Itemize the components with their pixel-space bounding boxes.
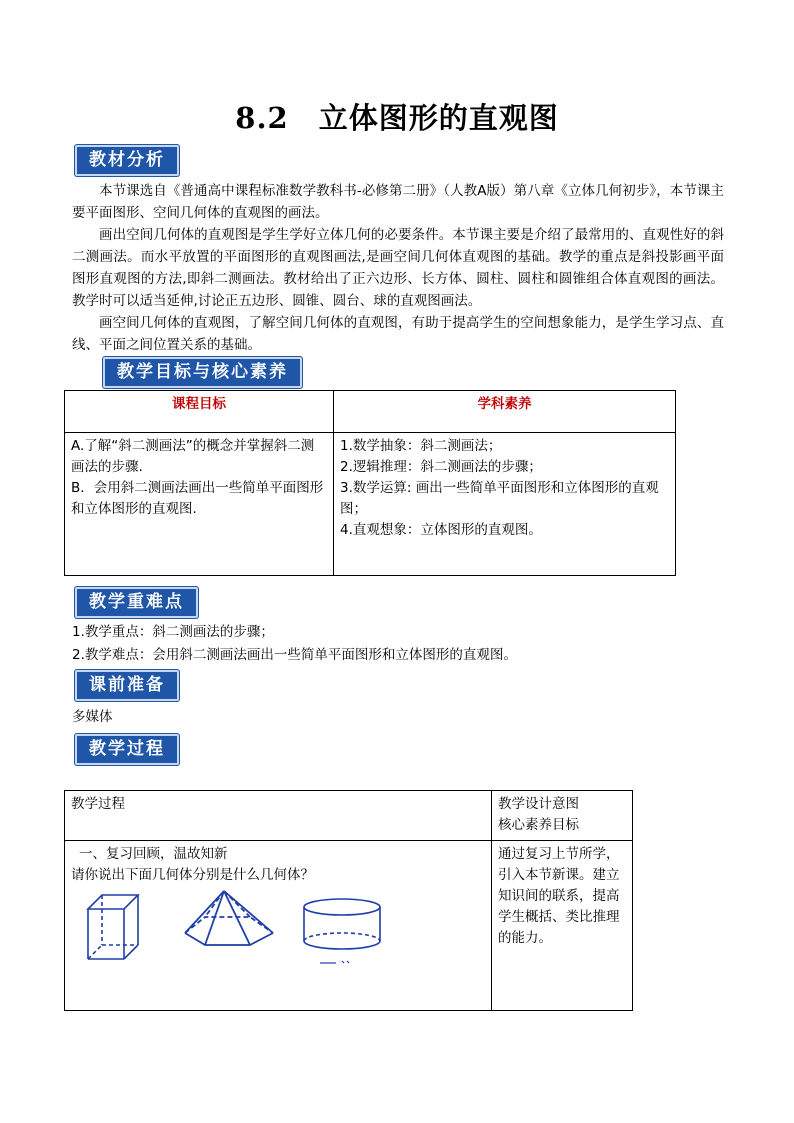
section-badge-key-points: 教学重难点 (75, 587, 198, 618)
page-title (0, 96, 794, 137)
course-goal-b: B．会用斜二测画法画出一些简单平面图形和立体图形的直观图. (71, 480, 324, 517)
title-text: 立体图形的直观图 (318, 101, 559, 135)
section-badge-analysis: 教材分析 (75, 145, 179, 176)
section-number: 8.2 (235, 101, 289, 135)
literacy-cell (334, 433, 676, 576)
process-step-question: 请你说出下面几何体分别是什么几何体？ (71, 867, 314, 883)
key-point-1: 1.教学重点：斜二测画法的步骤； (72, 624, 274, 640)
section-badge-process: 教学过程 (75, 734, 179, 765)
cuboid-icon (88, 895, 138, 959)
literacy-item-3: 3.数学运算: 画出一些简单平面图形和立体图形的直观图； (340, 480, 659, 517)
process-intent-cell: 通过复习上节所学，引入本节新课。建立知识间的联系，提高学生概括、类比推理的能力。 (492, 841, 633, 1011)
course-goals-cell (65, 433, 334, 576)
solids-figure (80, 887, 400, 967)
preparation-text: 多媒体 (72, 709, 113, 725)
goals-header-literacy: 学科素养 (334, 391, 676, 433)
section-badge-preparation: 课前准备 (75, 670, 179, 701)
analysis-paragraph-2: 画出空间几何体的直观图是学生学好立体几何的必要条件。本节课主要是介绍了最常用的、直观性好的斜二测画法。而水平放置的平面图形的直观图画法,是画空间几何体直观图的基础。教学的重点是斜投影画平面图形直观图的方法,即斜二测画法。教材给出了正六边形、长方体、圆柱、圆柱和圆锥组合体直观图的画法。教学时可以适当延伸,讨论正五边形、圆锥、圆台、球的直观图画法。 (72, 227, 724, 309)
analysis-paragraph-3: 画空间几何体的直观图，了解空间几何体的直观图，有助于提高学生的空间想象能力，是学生学习点、直线、平面之间位置关系的基础。 (72, 315, 724, 353)
process-header-right (492, 791, 633, 841)
cylinder-icon (304, 899, 380, 963)
process-header-intent: 教学设计意图 (498, 796, 579, 812)
literacy-item-4: 4.直观想象：立体图形的直观图。 (340, 522, 542, 538)
goals-header-course: 课程目标 (65, 391, 334, 433)
pyramid-icon (185, 891, 273, 945)
process-step-title: 一、复习回顾，温故知新 (79, 846, 228, 862)
course-goal-a: A.了解“斜二测画法”的概念并掌握斜二测画法的步骤. (71, 438, 315, 475)
key-point-2: 2.教学难点：会用斜二测画法画出一些简单平面图形和立体图形的直观图。 (72, 647, 517, 663)
literacy-item-2: 2.逻辑推理：斜二测画法的步骤； (340, 459, 542, 475)
process-header-left: 教学过程 (65, 791, 492, 841)
section-badge-goals: 教学目标与核心素养 (103, 357, 302, 388)
goals-table (64, 390, 676, 576)
literacy-item-1: 1.数学抽象：斜二测画法； (340, 438, 502, 454)
process-header-literacy: 核心素养目标 (498, 817, 579, 833)
analysis-paragraph-1: 本节课选自《普通高中课程标准数学教科书-必修第二册》（人教A版）第八章《立体几何初步》，本节课主要平面图形、空间几何体的直观图的画法。 (72, 183, 724, 221)
